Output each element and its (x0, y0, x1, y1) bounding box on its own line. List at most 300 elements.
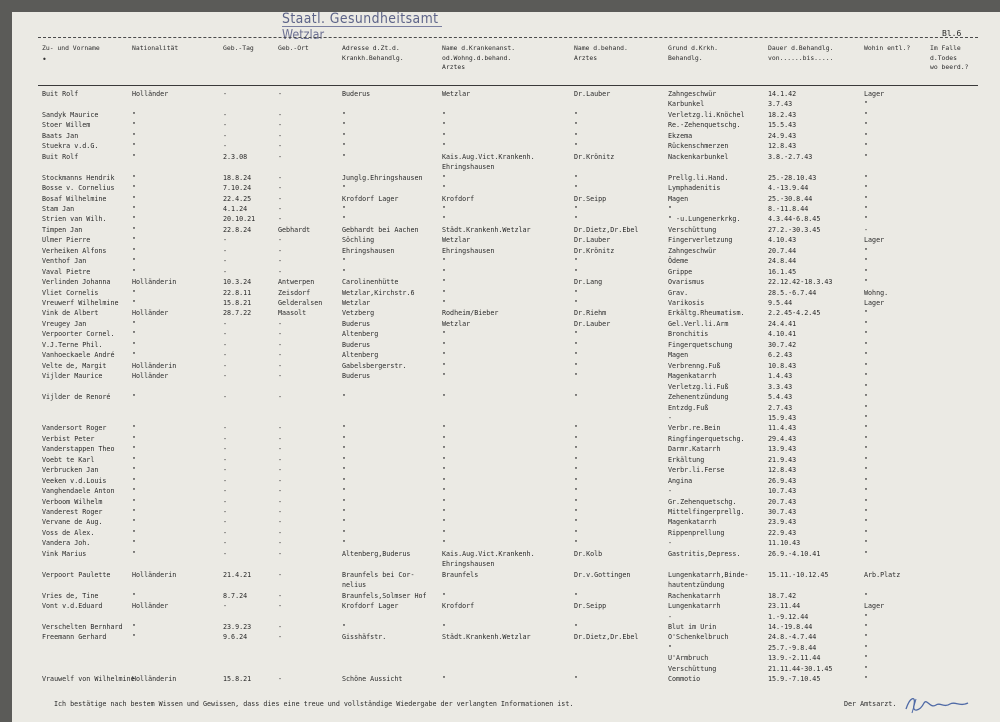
cell-dur: 11.4.43 (768, 424, 797, 433)
cell-dest: " (864, 110, 869, 119)
cell-inst: " (442, 110, 447, 119)
cell-inst: " (442, 675, 447, 684)
cell-nat: " (132, 121, 137, 130)
cell-name: Vreuwerf Wilhelmine (42, 299, 119, 307)
cell-addr: Braunfels bei Cor- (342, 570, 415, 579)
cell-inst: " (442, 299, 447, 307)
cell-name: Vandera Joh. (42, 539, 91, 548)
cell-inst: " (442, 518, 447, 527)
cell-addr: " (342, 204, 347, 213)
cell-nat: " (132, 152, 137, 161)
cell-doc: " (574, 434, 579, 443)
cell-addr: " (342, 110, 347, 119)
cell-reason: Rückenschmerzen (668, 142, 729, 151)
cell-nat: " (132, 424, 137, 433)
cell-name: Vervane de Aug. (42, 518, 103, 527)
cell-inst: " (442, 445, 447, 454)
cell-dob: - (223, 393, 228, 402)
cell-dur: 23.9.43 (768, 518, 797, 527)
cell-dur: 12.8.43 (768, 466, 797, 475)
cell-reason: Verschüttung (668, 225, 717, 234)
cell-dob: - (223, 236, 228, 245)
cell-addr: " (342, 622, 347, 631)
cell-name: Verpoort Paulette (42, 570, 111, 579)
cell-doc: " (574, 288, 579, 297)
cell-inst: Krofdorf (442, 194, 475, 203)
cell-dur: 5.4.43 (768, 393, 793, 402)
cell-reason: - (668, 487, 673, 496)
cell-inst: Städt.Krankenh.Wetzlar (442, 633, 531, 642)
cell-doc: " (574, 340, 579, 349)
cell-doc: " (574, 508, 579, 516)
cell-addr: " (342, 539, 347, 548)
cell-addr: Krofdorf Lager (342, 194, 399, 203)
cell-dob: - (223, 549, 228, 558)
cell-nat: " (132, 225, 137, 234)
cell-name: Bosaf Wilhelmine (42, 194, 107, 203)
cell-inst: " (442, 121, 447, 130)
cell-dur: 9.5.44 (768, 299, 793, 307)
cell-addr: Altenberg,Buderus (342, 549, 411, 558)
cell-name: Ulmer Pierre (42, 236, 91, 245)
cell-dest: " (864, 361, 869, 370)
cell-reason: Magen (668, 351, 689, 360)
cell-name: Stam Jan (42, 204, 75, 213)
cell-reason: " -u.Lungenerkrkg. (668, 215, 741, 224)
cell-nat: " (132, 330, 137, 339)
cell-inst: " (442, 267, 447, 276)
cell-pob: - (278, 351, 283, 360)
cell-addr: " (342, 487, 347, 496)
certification-text: Ich bestätige nach bestem Wissen und Gewissen, dass dies eine treue und vollständige Wiedergabe der verlangten Informationen ist. (54, 700, 574, 708)
cell-dob: - (223, 361, 228, 370)
cell-dest: " (864, 184, 869, 193)
cell-doc: Dr.Lauber (574, 236, 611, 245)
cell-dob: - (223, 131, 228, 140)
cell-reason: Fingerquetschung (668, 340, 733, 349)
cell-dob: 18.8.24 (223, 173, 252, 182)
cell-inst: Wetzlar (442, 90, 471, 98)
cell-name: Verheiken Alfons (42, 246, 107, 255)
cell-dur: 13.9.43 (768, 445, 797, 454)
cell-doc: " (574, 173, 579, 182)
cell-dest: " (864, 100, 869, 109)
cell-inst: " (442, 434, 447, 443)
column-header: Adresse d.Zt.d. Krankh.Behandlg. (342, 44, 404, 62)
cell-dur: 15.5.43 (768, 121, 797, 130)
cell-nat: Holländerin (132, 675, 177, 684)
cell-addr: Altenberg (342, 330, 379, 339)
cell-reason: Darmr.Katarrh (668, 445, 721, 454)
cell-dur: 12.8.43 (768, 142, 797, 151)
cell-dur: 10.7.43 (768, 487, 797, 496)
cell-reason: Verbr.re.Bein (668, 424, 721, 433)
cell-dur: 24.4.41 (768, 319, 797, 328)
cell-pob: - (278, 476, 283, 485)
cell-dob: 8.7.24 (223, 591, 248, 600)
cell-pob: - (278, 194, 283, 203)
cell-dur: 14.1.42 (768, 90, 797, 98)
cell-addr: " (342, 257, 347, 266)
cell-pob: - (278, 497, 283, 506)
cell-reason: Grav. (668, 288, 689, 297)
cell-nat: " (132, 466, 137, 475)
cell-doc: " (574, 487, 579, 496)
cell-inst: " (442, 215, 447, 224)
cell-pob: - (278, 393, 283, 402)
cell-reason: Bronchitis (668, 330, 709, 339)
cell-name: Voss de Alex. (42, 528, 95, 537)
column-header: Grund d.Krkh. Behandlg. (668, 44, 719, 62)
cell-dest: " (864, 131, 869, 140)
cell-dest: " (864, 330, 869, 339)
cell-name: Verpoorter Cornel. (42, 330, 115, 339)
cell-nat: " (132, 508, 137, 516)
cell-pob: - (278, 152, 283, 161)
cell-pob: - (278, 466, 283, 475)
cell-nat: " (132, 549, 137, 558)
cell-doc: " (574, 539, 579, 548)
column-header: Dauer d.Behandlg. von......bis..... (768, 44, 834, 62)
cell-doc: " (574, 184, 579, 193)
cell-doc: " (574, 361, 579, 370)
cell-name: Vanhoeckaele André (42, 351, 115, 360)
cell-dest: " (864, 654, 869, 663)
cell-dest: " (864, 622, 869, 631)
cell-addr: " (342, 508, 347, 516)
cell-dur: 2.2.45-4.2.45 (768, 309, 821, 318)
cell-doc: " (574, 299, 579, 307)
cell-doc: " (574, 622, 579, 631)
cell-name: Vrauwelf von Wilhelmine (42, 675, 135, 684)
cell-dest: " (864, 549, 869, 558)
column-mark: • (42, 55, 47, 64)
cell-nat: " (132, 319, 137, 328)
cell-pob: - (278, 372, 283, 381)
cell-doc: " (574, 121, 579, 130)
cell-pob: - (278, 487, 283, 496)
cell-addr: " (342, 476, 347, 485)
cell-dur: 21.11.44-30.1.45 (768, 664, 833, 673)
cell-dob: - (223, 142, 228, 151)
cell-inst: " (442, 393, 447, 402)
cell-nat: " (132, 257, 137, 266)
cell-dur: 24.8.44 (768, 257, 797, 266)
cell-name: Sandyk Maurice (42, 110, 99, 119)
cell-doc: " (574, 110, 579, 119)
cell-inst: " (442, 622, 447, 631)
cell-addr: " (342, 466, 347, 475)
cell-dob: - (223, 434, 228, 443)
cell-dob: - (223, 351, 228, 360)
cell-inst: " (442, 330, 447, 339)
cell-dur: 26.9.43 (768, 476, 797, 485)
cell-doc: " (574, 257, 579, 266)
cell-dob: - (223, 455, 228, 464)
cell-addr: Wetzlar,Kirchstr.6 (342, 288, 415, 297)
cell-dest: " (864, 675, 869, 684)
cell-dest: " (864, 142, 869, 151)
cell-reason: O'Schenkelbruch (668, 633, 729, 642)
cell-doc: " (574, 393, 579, 402)
cell-name: Stuekra v.d.G. (42, 142, 99, 151)
column-header: Nationalität (132, 44, 179, 52)
cell-dob: 22.4.25 (223, 194, 252, 203)
sheet-number: Bl.6 (942, 29, 962, 38)
cell-inst: " (442, 288, 447, 297)
cell-dob: - (223, 445, 228, 454)
document-sheet (12, 12, 1000, 722)
cell-name: Vanderstappen Theo (42, 445, 115, 454)
cell-dest: " (864, 487, 869, 496)
cell-pob: - (278, 633, 283, 642)
column-header: Geb.-Ort (278, 44, 309, 52)
cell-pob: - (278, 90, 283, 98)
cell-doc: " (574, 351, 579, 360)
cell-inst: " (442, 466, 447, 475)
cell-nat: " (132, 215, 137, 224)
cell-addr: Buderus (342, 319, 371, 328)
cell-reason: Re.-Zehenquetschg. (668, 121, 741, 130)
cell-inst: " (442, 184, 447, 193)
cell-doc: " (574, 591, 579, 600)
cell-reason: Karbunkel (668, 100, 705, 109)
cell-name: Bosse v. Cornelius (42, 184, 115, 193)
cell-dest: " (864, 643, 869, 652)
cell-name: Baats Jan (42, 131, 79, 140)
cell-reason: - (668, 413, 673, 422)
cell-doc: Dr.Krönitz (574, 246, 615, 255)
cell-dest: " (864, 528, 869, 537)
cell-reason: - (668, 539, 673, 548)
cell-dest: " (864, 372, 869, 381)
cell-doc: " (574, 142, 579, 151)
cell-addr: " (342, 445, 347, 454)
cell-name: Strien van Wilh. (42, 215, 107, 224)
cell-dur: 11.10.43 (768, 539, 801, 548)
cell-inst: Ehringshausen (442, 246, 495, 255)
cell-dur: 8.-11.8.44 (768, 204, 809, 213)
cell-dur: 22.9.43 (768, 528, 797, 537)
column-header: Im Falle d.Todes wo beerd.? (930, 44, 969, 71)
cell-dob: - (223, 466, 228, 475)
cell-inst: " (442, 257, 447, 266)
cell-dest: " (864, 340, 869, 349)
cell-dur: 25.-30.8.44 (768, 194, 813, 203)
cell-doc: Dr.Lang (574, 278, 603, 287)
cell-reason: Lungenkatarrh,Binde- (668, 570, 749, 579)
cell-dest: " (864, 194, 869, 203)
cell-addr: Gabelsbergerstr. (342, 361, 407, 370)
cell-reason: " (668, 643, 673, 652)
cell-dest: Arb.Platz (864, 570, 901, 579)
cell-nat: " (132, 173, 137, 182)
cell-nat: Holländerin (132, 570, 177, 579)
cell-dob: - (223, 319, 228, 328)
cell-name: Vandersort Roger (42, 424, 107, 433)
cell-dob: - (223, 518, 228, 527)
cell-nat: Holländerin (132, 278, 177, 287)
cell-nat: " (132, 340, 137, 349)
cell-nat: " (132, 204, 137, 213)
cell-addr: Junglg.Ehringshausen (342, 173, 423, 182)
cell-reason: Blut im Urin (668, 622, 717, 631)
cell-pob: - (278, 424, 283, 433)
cell-inst: " (442, 142, 447, 151)
cell-dest: " (864, 351, 869, 360)
cell-inst: Kais.Aug.Vict.Krankenh. (442, 152, 535, 161)
cell-dob: - (223, 487, 228, 496)
cell-nat: Holländerin (132, 361, 177, 370)
cell-dur: 27.2.-30.3.45 (768, 225, 821, 234)
cell-nat: " (132, 528, 137, 537)
cell-dest: " (864, 309, 869, 318)
cell-dest: " (864, 413, 869, 422)
cell-reason: Magen (668, 194, 689, 203)
cell-dur: 22.12.42-18.3.43 (768, 278, 833, 287)
cell-inst: Krofdorf (442, 602, 475, 611)
cell-doc: Dr.v.Gottingen (574, 570, 631, 579)
cell-dob: 7.10.24 (223, 184, 252, 193)
cell-nat: " (132, 518, 137, 527)
cell-dest: " (864, 476, 869, 485)
cell-nat: " (132, 497, 137, 506)
cell-addr: Altenberg (342, 351, 379, 360)
cell-pob: - (278, 131, 283, 140)
cell-dest: " (864, 393, 869, 402)
cell-pob: - (278, 110, 283, 119)
cell-addr: Söchling (342, 236, 375, 245)
column-header: Geb.-Tag (223, 44, 254, 52)
column-header: Name d.behand. Arztes (574, 44, 628, 62)
cell-name: Velte de, Margit (42, 361, 107, 370)
cell-nat: " (132, 591, 137, 600)
cell-nat: " (132, 267, 137, 276)
cell-pob: - (278, 445, 283, 454)
cell-nat: " (132, 142, 137, 151)
cell-addr: " (342, 518, 347, 527)
cell-addr: Vetzberg (342, 309, 375, 318)
cell-pob: Maasolt (278, 309, 307, 318)
cell-pob: - (278, 549, 283, 558)
cell-dob: - (223, 372, 228, 381)
cell-reason: Verbrenng.Fuß (668, 361, 721, 370)
cell-reason: Magenkatarrh (668, 372, 717, 381)
cell-name: Buit Rolf (42, 152, 79, 161)
cell-inst: " (442, 591, 447, 600)
cell-dur: 15.9.43 (768, 413, 797, 422)
cell-inst: Ehringshausen (442, 560, 495, 569)
cell-pob: - (278, 434, 283, 443)
cell-nat: " (132, 622, 137, 631)
cell-addr: " (342, 184, 347, 193)
cell-nat: Holländer (132, 90, 169, 98)
cell-reason: hautentzündung (668, 581, 725, 590)
cell-dur: 6.2.43 (768, 351, 793, 360)
cell-dest: " (864, 382, 869, 391)
cell-dob: 4.1.24 (223, 204, 248, 213)
cell-reason: Ödeme (668, 257, 689, 266)
cell-reason: Verletzg.li.Knöchel (668, 110, 745, 119)
cell-pob: - (278, 602, 283, 611)
cell-dest: " (864, 267, 869, 276)
cell-dest: - (864, 225, 869, 234)
cell-addr: Buderus (342, 90, 371, 98)
cell-doc: Dr.Dietz,Dr.Ebel (574, 225, 639, 234)
cell-pob: - (278, 204, 283, 213)
cell-name: Voebt te Karl (42, 455, 95, 464)
cell-pob: - (278, 246, 283, 255)
cell-dest: " (864, 319, 869, 328)
cell-dob: - (223, 539, 228, 548)
cell-inst: " (442, 204, 447, 213)
cell-dest: Wohng. (864, 288, 889, 297)
cell-reason: Zehenentzündung (668, 393, 729, 402)
cell-pob: - (278, 236, 283, 245)
cell-nat: " (132, 476, 137, 485)
cell-doc: Dr.Lauber (574, 319, 611, 328)
cell-inst: " (442, 487, 447, 496)
cell-nat: Holländer (132, 602, 169, 611)
cell-name: Vijlder de Renoré (42, 393, 111, 402)
cell-doc: " (574, 204, 579, 213)
cell-pob: - (278, 121, 283, 130)
cell-dur: 28.5.-6.7.44 (768, 288, 817, 297)
cell-reason: " (668, 204, 673, 213)
cell-dur: 21.9.43 (768, 455, 797, 464)
cell-inst: " (442, 361, 447, 370)
cell-reason: Erkältg.Rheumatism. (668, 309, 745, 318)
cell-inst: Kais.Aug.Vict.Krankenh. (442, 549, 535, 558)
cell-dest: " (864, 455, 869, 464)
cell-pob: - (278, 173, 283, 182)
cell-reason: - (668, 612, 673, 621)
cell-reason: Rippenprellung (668, 528, 725, 537)
cell-reason: Fingerverletzung (668, 236, 733, 245)
cell-dur: 14.-19.8.44 (768, 622, 813, 631)
cell-dob: - (223, 246, 228, 255)
cell-name: Vink de Albert (42, 309, 99, 318)
cell-dur: 1.-9.12.44 (768, 612, 809, 621)
cell-pob: - (278, 570, 283, 579)
cell-pob: - (278, 591, 283, 600)
cell-name: Freemann Gerhard (42, 633, 107, 642)
cell-inst: " (442, 424, 447, 433)
cell-addr: Krofdorf Lager (342, 602, 399, 611)
cell-doc: Dr.Kolb (574, 549, 603, 558)
cell-dur: 30.7.42 (768, 340, 797, 349)
cell-dob: - (223, 508, 228, 516)
cell-name: Vanderest Roger (42, 508, 103, 516)
cell-dob: - (223, 330, 228, 339)
cell-doc: Dr.Krönitz (574, 152, 615, 161)
cell-name: V.J.Terne Phil. (42, 340, 103, 349)
cell-dob: 15.8.21 (223, 299, 252, 307)
cell-reason: Grippe (668, 267, 693, 276)
cell-addr: " (342, 455, 347, 464)
cell-addr: " (342, 497, 347, 506)
cell-reason: Gastritis,Depress. (668, 549, 741, 558)
cell-dur: 4.10.41 (768, 330, 797, 339)
cell-dob: 22.8.24 (223, 225, 252, 234)
cell-pob: - (278, 622, 283, 631)
cell-reason: Magenkatarrh (668, 518, 717, 527)
cell-inst: Wetzlar (442, 236, 471, 245)
column-header: Name d.Krankenanst. od.Wohng.d.behand. Arztes (442, 44, 516, 71)
cell-doc: Dr.Riehm (574, 309, 607, 318)
cell-dur: 15.9.-7.10.45 (768, 675, 821, 684)
cell-nat: " (132, 131, 137, 140)
